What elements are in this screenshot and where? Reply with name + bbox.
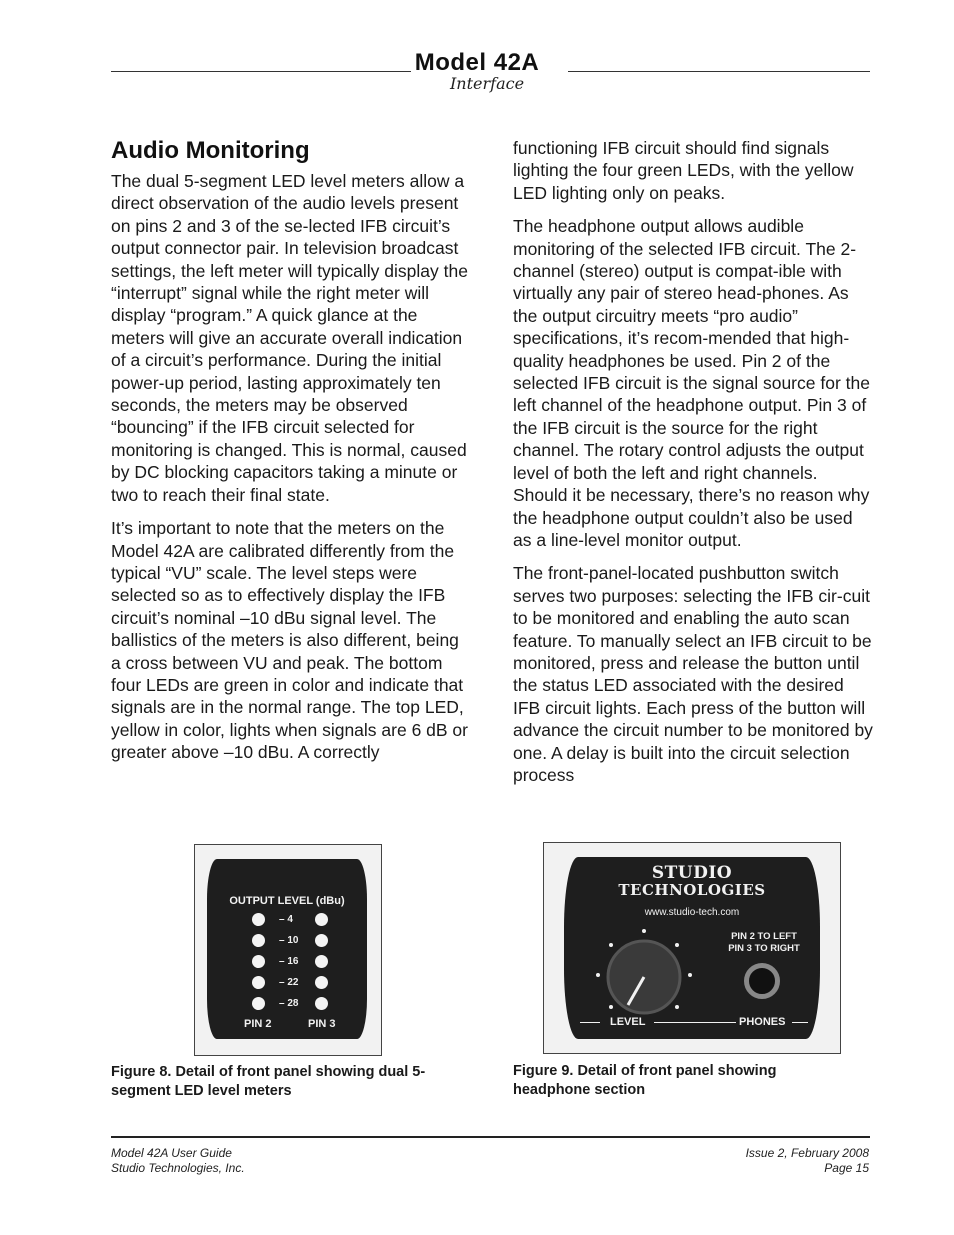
pin-routing-line2: PIN 3 TO RIGHT bbox=[728, 943, 800, 954]
output-level-title: OUTPUT LEVEL (dBu) bbox=[229, 895, 345, 907]
level-knob-icon bbox=[584, 915, 704, 1025]
level-label: – 22 bbox=[279, 977, 299, 988]
footer-page-number: Page 15 bbox=[824, 1161, 869, 1175]
led-meter-panel bbox=[207, 859, 367, 1039]
label-line bbox=[792, 1022, 808, 1023]
level-label: – 16 bbox=[279, 956, 299, 967]
left-column bbox=[111, 136, 471, 775]
led-pin3-row1 bbox=[315, 913, 328, 926]
logo-sub-text: Interface bbox=[449, 74, 525, 93]
figure-9-headphone-section bbox=[543, 842, 841, 1054]
model-logo bbox=[0, 50, 954, 92]
led-pin2-row5 bbox=[252, 997, 265, 1010]
logo-main-text: Model 42A bbox=[414, 49, 540, 76]
paragraph: The dual 5-segment LED level meters allow a direct observation of the audio levels present on pins 2 and 3 of the se-lected IFB circuit’s output connector pair. In television broadcast settings, the left meter will typically display the “interrupt” signal while the right meter will display “program.” A quick glance at the meters will give an accurate overall indication of a circuit’s performance. During the initial power-up period, lasting approximately ten seconds, the meters may be observed “bouncing” if the IFB circuit selected for monitoring is changed. This is normal, caused by DC blocking capacitors taking a minute or two to reach their final state. bbox=[111, 171, 468, 505]
footer-company: Studio Technologies, Inc. bbox=[111, 1161, 245, 1175]
led-pin3-row4 bbox=[315, 976, 328, 989]
pin3-label: PIN 3 bbox=[308, 1018, 336, 1030]
led-pin2-row3 bbox=[252, 955, 265, 968]
level-label: – 10 bbox=[279, 935, 299, 946]
paragraph: functioning IFB circuit should find signals lighting the four green LEDs, with the yellow LED lighting only on peaks. bbox=[513, 138, 854, 203]
level-label: – 4 bbox=[279, 914, 293, 925]
website-url: www.studio-tech.com bbox=[644, 907, 740, 918]
pin-routing-line1: PIN 2 TO LEFT bbox=[731, 931, 797, 942]
led-pin2-row1 bbox=[252, 913, 265, 926]
label-line bbox=[654, 1022, 748, 1023]
brand-line1: STUDIO bbox=[651, 863, 733, 883]
figure-8-led-meters bbox=[194, 844, 382, 1056]
label-line bbox=[580, 1022, 600, 1023]
headphone-panel bbox=[564, 857, 820, 1039]
headphone-jack-icon bbox=[744, 963, 780, 999]
footer-guide-title: Model 42A User Guide bbox=[111, 1146, 232, 1160]
figure-8-caption: Figure 8. Detail of front panel showing dual 5-segment LED level meters bbox=[111, 1064, 426, 1099]
level-label: LEVEL bbox=[610, 1016, 646, 1028]
phones-label: PHONES bbox=[736, 1016, 788, 1028]
brand-line2: TECHNOLOGIES bbox=[618, 881, 766, 899]
paragraph: The front-panel-located pushbutton switch serves two purposes: selecting the IFB cir-cuit to be monitored and enabling the auto scan feature. To manually select an IFB circuit to be monitored, press and release the button until the status LED associated with the desired IFB circuit lights. Each press of the button will advance the circuit number to be monitored by one. A delay is built into the circuit selection process bbox=[513, 563, 873, 785]
led-pin2-row2 bbox=[252, 934, 265, 947]
led-pin3-row5 bbox=[315, 997, 328, 1010]
footer-rule bbox=[111, 1136, 870, 1138]
right-column bbox=[513, 137, 873, 797]
led-pin2-row4 bbox=[252, 976, 265, 989]
level-label: – 28 bbox=[279, 998, 299, 1009]
footer-left bbox=[111, 1146, 245, 1176]
led-pin3-row3 bbox=[315, 955, 328, 968]
paragraph: It’s important to note that the meters on the Model 42A are calibrated differently from the typical “VU” scale. The level steps were selected so as to effectively display the IFB circuit’s nominal –10 dBu signal level. The ballistics of the meters is also different, being a cross between VU and peak. The bottom four LEDs are green in color and indicate that signals are in the normal range. The top LED, yellow in color, lights when signals are 6 dB or greater above –10 dBu. A correctly bbox=[111, 518, 468, 763]
section-heading: Audio Monitoring bbox=[111, 137, 310, 164]
figure-9-caption: Figure 9. Detail of front panel showing headphone section bbox=[513, 1063, 777, 1098]
paragraph: The headphone output allows audible monitoring of the selected IFB circuit. The 2-channel (stereo) output is compat-ible with virtually any pair of stereo head-phones. As the output circuitry meets “pro audio” specifications, it’s recom-mended that high-quality headphones be used. Pin 2 of the selected IFB circuit is the signal source for the left channel of the headphone output. Pin 3 of the IFB circuit is the source for the right channel. The rotary control adjusts the output level of both the left and right channels. Should it be necessary, there’s no reason why the headphone output couldn’t also be used as a line-level monitor output. bbox=[513, 216, 870, 550]
pin2-label: PIN 2 bbox=[244, 1018, 272, 1030]
footer-right bbox=[746, 1146, 869, 1176]
footer-issue: Issue 2, February 2008 bbox=[745, 1146, 869, 1160]
led-pin3-row2 bbox=[315, 934, 328, 947]
